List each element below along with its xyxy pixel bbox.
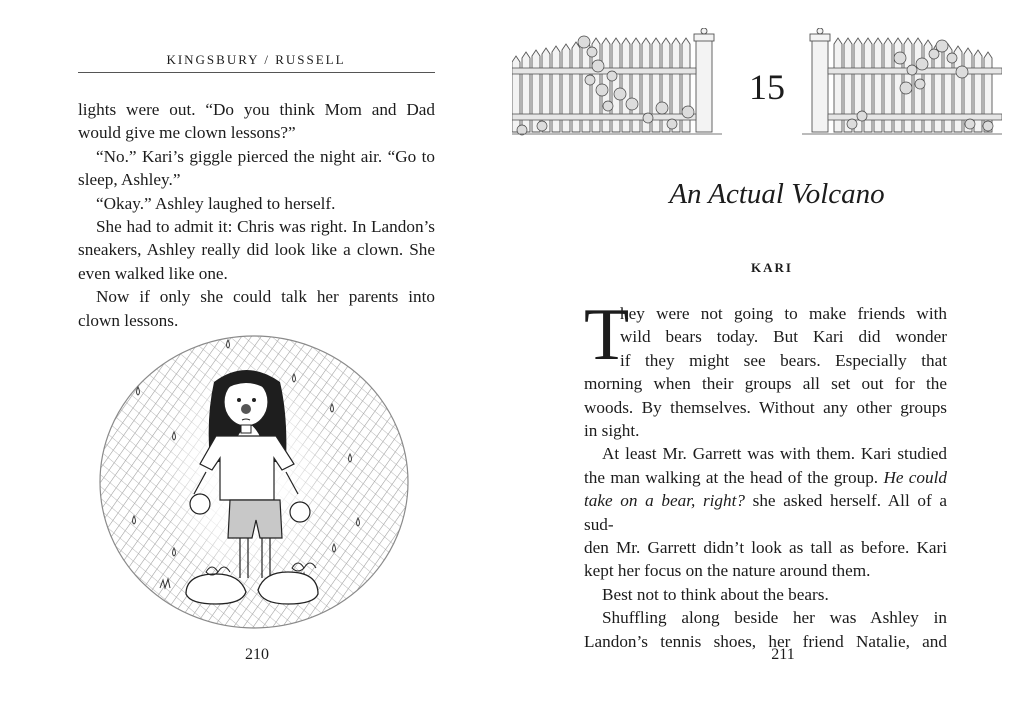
text-line: Best not to think about the bears. xyxy=(602,584,829,604)
text-line xyxy=(584,466,947,489)
text-line: Landon’s tennis shoes, her friend Natalie, and xyxy=(584,631,947,651)
text-line: hey were not going to make friends with xyxy=(620,304,947,323)
text-line: “Okay.” Ashley laughed to herself. xyxy=(96,193,336,213)
picket-fence-left xyxy=(512,28,722,140)
text-line: lights were out. “Do you think Mom and Dad xyxy=(78,100,435,119)
header-rule xyxy=(78,72,435,73)
text-line: morning when their groups all set out for the xyxy=(584,374,947,394)
page-number: 210 xyxy=(245,646,269,663)
text-line: sneakers, Ashley really did look like a clown. She xyxy=(78,240,435,260)
girl-clown-illustration xyxy=(98,332,410,630)
chapter-title: An Actual Volcano xyxy=(669,178,885,210)
picket-fence-right xyxy=(802,28,1002,140)
text-line: kept her focus on the nature around them. xyxy=(584,561,871,581)
text-line: Now if only she could talk her parents into xyxy=(96,287,435,307)
page-number: 211 xyxy=(771,646,795,663)
text-line: clown lessons. xyxy=(78,310,179,330)
text-line: would give me clown lessons?” xyxy=(78,123,296,143)
text-line: den Mr. Garrett didn’t look as tall as before. Kari xyxy=(584,538,947,558)
italic-text: take on a bear, right? xyxy=(584,491,745,511)
right-page xyxy=(512,0,1024,716)
text-line: At least Mr. Garrett was with them. Kari studied xyxy=(602,444,947,464)
text-span: the man walking at the head of the group. xyxy=(584,467,879,487)
drop-cap: T xyxy=(584,294,630,376)
text-line: “No.” Kari’s giggle pierced the night air. “Go to xyxy=(96,146,435,166)
text-line: even walked like one. xyxy=(78,263,228,283)
text-line: She had to admit it: Chris was right. In Landon’s xyxy=(96,217,435,237)
text-line xyxy=(584,489,947,536)
right-body-text xyxy=(584,294,948,653)
clown-nose xyxy=(241,404,251,414)
text-line: wild bears today. But Kari did wonder xyxy=(620,327,947,347)
text-line: Shuffling along beside her was Ashley in xyxy=(602,608,947,628)
text-line: if they might see bears. Especially that xyxy=(620,350,947,370)
opening-paragraph xyxy=(584,294,947,376)
italic-text: He could xyxy=(883,467,947,487)
text-line: in sight. xyxy=(584,421,640,441)
text-span: she asked herself. All of a sud- xyxy=(584,491,948,534)
chapter-number: 15 xyxy=(749,67,785,107)
text-line: woods. By themselves. Without any other groups xyxy=(584,397,947,417)
pov-label: KARI xyxy=(751,260,793,275)
left-body-text xyxy=(78,98,435,332)
text-line: sleep, Ashley.” xyxy=(78,170,181,190)
big-shoe-right xyxy=(258,572,318,604)
running-head: KINGSBURY / RUSSELL xyxy=(166,52,346,67)
